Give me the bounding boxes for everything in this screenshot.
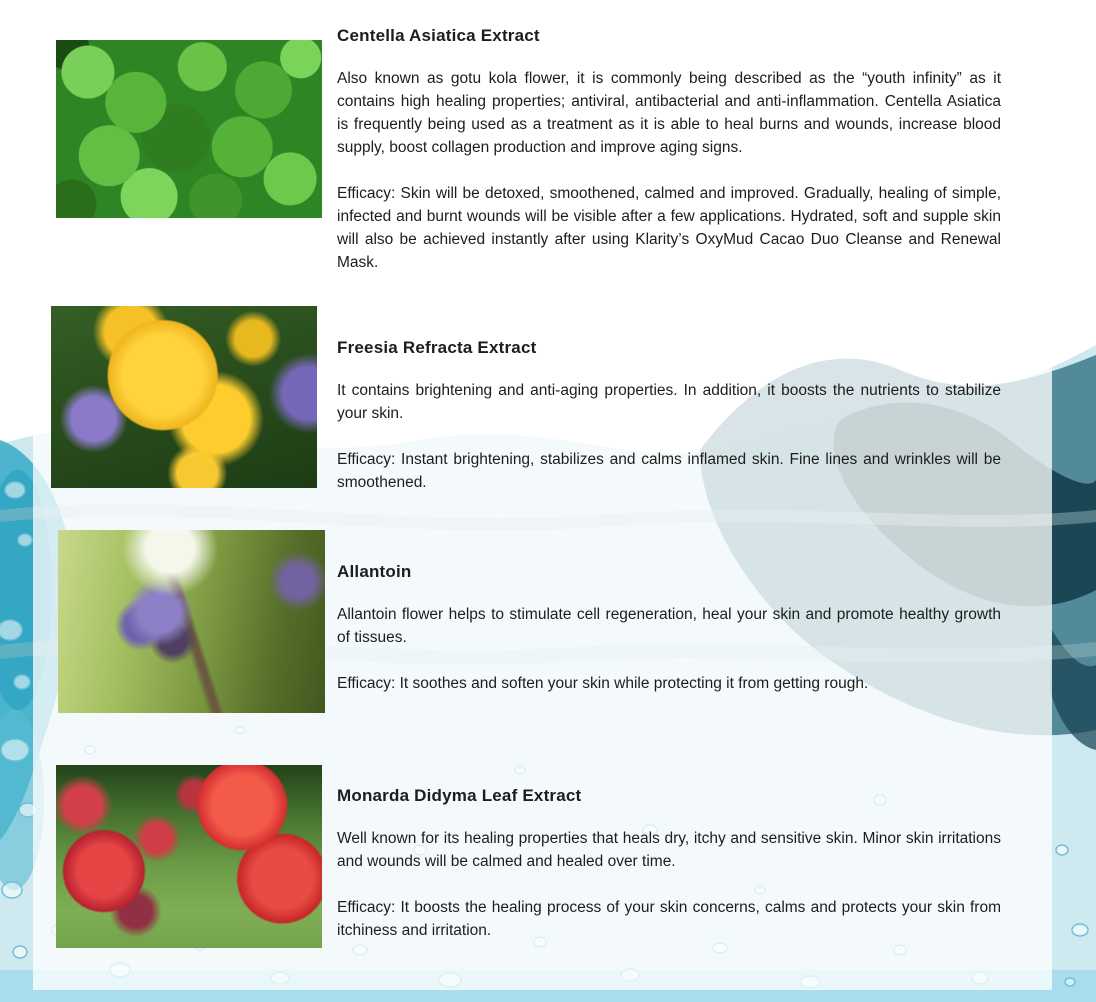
ingredient-heading-freesia: Freesia Refracta Extract xyxy=(337,338,537,357)
allantoin-photo xyxy=(58,530,325,713)
ingredient-efficacy-allantoin: Efficacy: It soothes and soften your skin while protecting it from getting rough. xyxy=(337,675,869,692)
section-allantoin xyxy=(337,560,1001,718)
ingredient-heading-centella: Centella Asiatica Extract xyxy=(337,26,540,45)
ingredient-efficacy-centella: Efficacy: Skin will be detoxed, smoothened, calmed and improved. Gradually, healing of simple, infected and burnt wounds will be visible after a few applications. Hydrated, soft and supple skin will also be achieved instantly after using Klarity’s OxyMud Cacao Duo Cleanse and Renewal Mask. xyxy=(337,185,1001,271)
ingredient-efficacy-monarda: Efficacy: It boosts the healing process of your skin concerns, calms and protects your skin from itchiness and irritation. xyxy=(337,899,1001,939)
monarda-didyma-photo xyxy=(56,765,322,948)
ingredient-efficacy-freesia: Efficacy: Instant brightening, stabilizes and calms inflamed skin. Fine lines and wrinkles will be smoothened. xyxy=(337,451,1001,491)
section-centella xyxy=(337,24,1001,297)
section-monarda xyxy=(337,784,1001,965)
ingredient-heading-allantoin: Allantoin xyxy=(337,562,412,581)
centella-asiatica-photo xyxy=(56,40,322,218)
freesia-refracta-photo xyxy=(51,306,317,488)
ingredient-heading-monarda: Monarda Didyma Leaf Extract xyxy=(337,786,582,805)
section-freesia xyxy=(337,336,1001,517)
ingredient-description-freesia: It contains brightening and anti-aging properties. In addition, it boosts the nutrients to stabilize your skin. xyxy=(337,382,1001,422)
ingredient-description-monarda: Well known for its healing properties that heals dry, itchy and sensitive skin. Minor skin irritations and wounds will be calmed and healed over time. xyxy=(337,830,1001,870)
ingredient-description-allantoin: Allantoin flower helps to stimulate cell regeneration, heal your skin and promote healthy growth of tissues. xyxy=(337,606,1001,646)
ingredient-description-centella: Also known as gotu kola flower, it is commonly being described as the “youth infinity” as it contains high healing properties; antiviral, antibacterial and anti-inflammation. Centella Asiatica is frequently being used as a treatment as it is able to heal burns and wounds, increase blood supply, boost collagen production and improve aging signs. xyxy=(337,70,1001,156)
